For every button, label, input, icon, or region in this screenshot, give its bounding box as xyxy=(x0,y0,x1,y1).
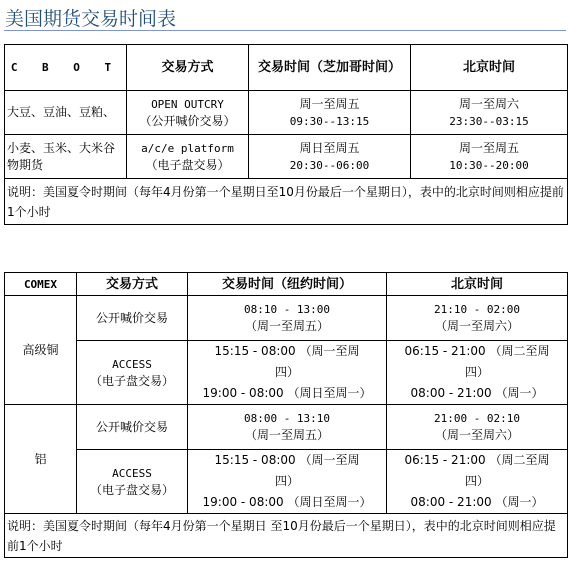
cbot-header-row xyxy=(5,45,568,91)
copper-access-row xyxy=(5,341,568,405)
copper-method-access: ACCESS （电子盘交易） xyxy=(77,341,188,405)
page-title: 美国期货交易时间表 xyxy=(5,8,177,30)
copper-bj-time-outcry: 21:10 - 02:00 （周一至周六） xyxy=(387,296,568,341)
cbot-method-outcry: OPEN OUTCRY （公开喊价交易） xyxy=(127,91,249,135)
aluminum-bj-time-access: 06:15 - 21:00 （周二至周 四） 08:00 - 21:00 （周一） xyxy=(387,450,568,514)
cbot-exchange-header: C B O T xyxy=(5,45,127,91)
cbot-beijing-time-outcry: 周一至周六 23:30--03:15 xyxy=(411,91,568,135)
cbot-commodity-line2: 小麦、玉米、大米谷物期货 xyxy=(5,135,127,179)
aluminum-access-row xyxy=(5,450,568,514)
comex-header-row xyxy=(5,273,568,296)
aluminum-ny-time-outcry: 08:00 - 13:10 （周一至周五） xyxy=(188,405,387,450)
cbot-note-row xyxy=(5,179,568,225)
comex-newyork-time-header: 交易时间（纽约时间） xyxy=(188,273,387,296)
cbot-beijing-time-electronic: 周一至周五 10:30--20:00 xyxy=(411,135,568,179)
copper-outcry-row xyxy=(5,296,568,341)
cbot-note: 说明：美国夏令时期间（每年4月份第一个星期日至10月份最后一个星期日），表中的北京时间则相应提前1个小时 xyxy=(5,179,568,225)
comex-note: 说明：美国夏令时期间（每年4月份第一个星期日 至10月份最后一个星期日），表中的北京时间则相应提前1个小时 xyxy=(5,514,568,558)
copper-method-outcry: 公开喊价交易 xyxy=(77,296,188,341)
comex-note-row xyxy=(5,514,568,558)
cbot-chicago-time-electronic: 周日至周五 20:30--06:00 xyxy=(249,135,411,179)
cbot-table xyxy=(4,44,568,225)
copper-ny-time-outcry: 08:10 - 13:00 （周一至周五） xyxy=(188,296,387,341)
aluminum-bj-time-outcry: 21:00 - 02:10 （周一至周六） xyxy=(387,405,568,450)
cbot-chicago-time-header: 交易时间（芝加哥时间） xyxy=(249,45,411,91)
comex-exchange-header: COMEX xyxy=(5,273,77,296)
copper-commodity: 高级铜 xyxy=(5,296,77,405)
cbot-method-electronic: a/c/e platform （电子盘交易） xyxy=(127,135,249,179)
cbot-commodity-line1: 大豆、豆油、豆粕、 xyxy=(5,91,127,135)
aluminum-ny-time-access: 15:15 - 08:00 （周一至周 四） 19:00 - 08:00 （周日至周一） xyxy=(188,450,387,514)
aluminum-method-access: ACCESS （电子盘交易） xyxy=(77,450,188,514)
aluminum-method-outcry: 公开喊价交易 xyxy=(77,405,188,450)
cbot-beijing-time-header: 北京时间 xyxy=(411,45,568,91)
cbot-method-header: 交易方式 xyxy=(127,45,249,91)
cbot-row-electronic xyxy=(5,135,568,179)
comex-beijing-time-header: 北京时间 xyxy=(387,273,568,296)
copper-ny-time-access: 15:15 - 08:00 （周一至周 四） 19:00 - 08:00 （周日至周一） xyxy=(188,341,387,405)
comex-table xyxy=(4,272,568,558)
cbot-row-outcry xyxy=(5,91,568,135)
aluminum-outcry-row xyxy=(5,405,568,450)
title-divider xyxy=(4,30,566,31)
copper-bj-time-access: 06:15 - 21:00 （周二至周 四） 08:00 - 21:00 （周一） xyxy=(387,341,568,405)
cbot-chicago-time-outcry: 周一至周五 09:30--13:15 xyxy=(249,91,411,135)
aluminum-commodity: 铝 xyxy=(5,405,77,514)
comex-method-header: 交易方式 xyxy=(77,273,188,296)
